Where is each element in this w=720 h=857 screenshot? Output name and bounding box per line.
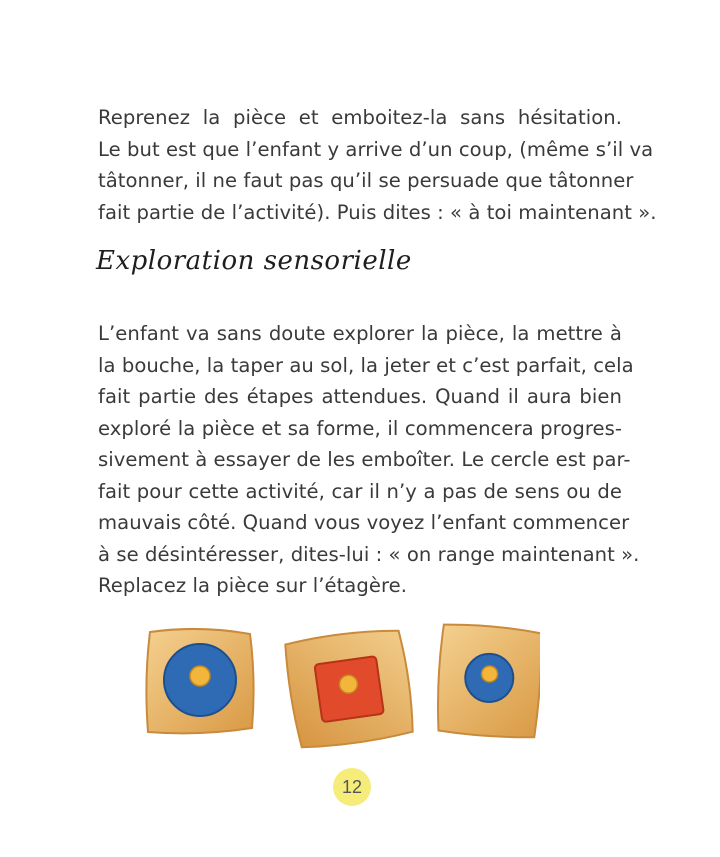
text-line: Le but est que l’enfant y arrive d’un coup, (même s’il va — [98, 137, 654, 161]
text-line: à se désintéresser, dites-lui : « on range maintenant ». — [98, 542, 640, 566]
section-heading: Exploration sensorielle — [96, 246, 412, 276]
text-line: fait pour cette activité, car il n’y a pas de sens ou de — [98, 479, 622, 503]
circle-puzzle-piece — [146, 629, 253, 733]
puzzle-pieces-image — [140, 620, 540, 750]
text-line: L’enfant va sans doute explorer la pièce, la mettre à — [98, 322, 622, 345]
small-circle-puzzle-piece — [435, 623, 540, 739]
text-line: Replacez la pièce sur l’étagère. — [98, 574, 408, 597]
paragraph-exploration — [98, 318, 640, 602]
text-line: la bouche, la taper au sol, la jeter et c’est parfait, cela — [98, 353, 634, 377]
text-line: exploré la pièce et sa forme, il commencera progres- — [98, 416, 622, 440]
paragraph-intro — [98, 102, 657, 228]
text-line: fait partie des étapes attendues. Quand il aura bien — [98, 385, 622, 408]
text-line: mauvais côté. Quand vous voyez l’enfant commencer — [98, 511, 630, 534]
text-line: Reprenez la pièce et emboitez-la sans hésitation. — [98, 106, 622, 129]
puzzle-pieces-illustration — [140, 620, 540, 750]
text-line: sivement à essayer de les emboîter. Le cercle est par- — [98, 448, 631, 471]
text-line: tâtonner, il ne faut pas qu’il se persuade que tâtonner — [98, 169, 634, 192]
text-line: fait partie de l’activité). Puis dites : « à toi maintenant ». — [98, 200, 657, 224]
square-puzzle-piece — [283, 626, 416, 750]
page-number: 12 — [333, 768, 371, 806]
